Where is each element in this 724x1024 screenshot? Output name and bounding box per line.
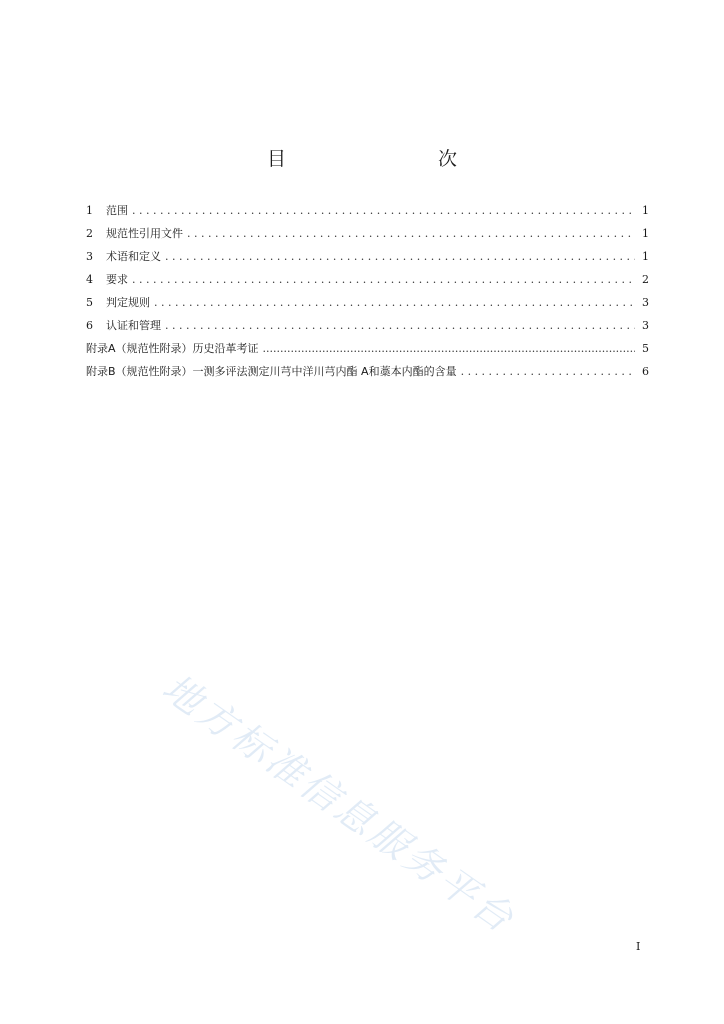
toc-entry[interactable] bbox=[86, 203, 649, 226]
toc-entry-number: 5 bbox=[86, 296, 93, 309]
toc-entry[interactable] bbox=[86, 318, 649, 341]
toc-leader-dots bbox=[461, 364, 635, 380]
toc-leader-dots bbox=[165, 249, 635, 265]
toc-entry-label: 范围 bbox=[106, 204, 128, 217]
toc-entry-label: 规范性引用文件 bbox=[106, 227, 183, 240]
toc-entry-page: 3 bbox=[642, 319, 649, 332]
toc-entry[interactable] bbox=[86, 226, 649, 249]
toc-entry-number: 3 bbox=[86, 250, 93, 263]
page-number: I bbox=[636, 940, 641, 953]
toc-entry-annex[interactable] bbox=[86, 341, 649, 364]
toc-leader-dots bbox=[132, 203, 635, 219]
toc-entry[interactable] bbox=[86, 249, 649, 272]
toc-entry-annex[interactable] bbox=[86, 364, 649, 387]
toc-leader-dots bbox=[165, 318, 635, 334]
toc-leader-dots bbox=[132, 272, 635, 288]
toc-entry-number: 1 bbox=[86, 204, 93, 217]
toc-entry-label: 术语和定义 bbox=[106, 250, 161, 263]
toc-leader-dots bbox=[154, 295, 635, 311]
toc-title: 目 次 bbox=[266, 148, 495, 170]
toc-entry-label: 认证和管理 bbox=[106, 319, 161, 332]
toc-entry-number: 4 bbox=[86, 273, 93, 286]
toc-entry-page: 5 bbox=[642, 342, 649, 355]
toc-entry-page: 6 bbox=[642, 365, 649, 378]
toc-entry-label: 附录B（规范性附录）一测多评法测定川芎中洋川芎内酯 A和藁本内酯的含量 bbox=[86, 365, 457, 378]
toc-entry-label: 判定规则 bbox=[106, 296, 150, 309]
toc-entry-number: 2 bbox=[86, 227, 93, 240]
toc-entry-page: 1 bbox=[642, 204, 649, 217]
toc-leader-dots bbox=[263, 341, 635, 357]
toc-entry-label: 附录A（规范性附录）历史沿革考证 bbox=[86, 342, 259, 355]
toc-entry[interactable] bbox=[86, 272, 649, 295]
toc-entry-page: 2 bbox=[642, 273, 649, 286]
toc-entry-number: 6 bbox=[86, 319, 93, 332]
toc-entry-page: 3 bbox=[642, 296, 649, 309]
toc-leader-dots bbox=[187, 226, 635, 242]
toc-entry[interactable] bbox=[86, 295, 649, 318]
watermark-text: 地方标准信息服务平台 bbox=[154, 665, 524, 943]
toc-entry-label: 要求 bbox=[106, 273, 128, 286]
table-of-contents bbox=[86, 203, 649, 387]
toc-entry-page: 1 bbox=[642, 250, 649, 263]
toc-entry-page: 1 bbox=[642, 227, 649, 240]
